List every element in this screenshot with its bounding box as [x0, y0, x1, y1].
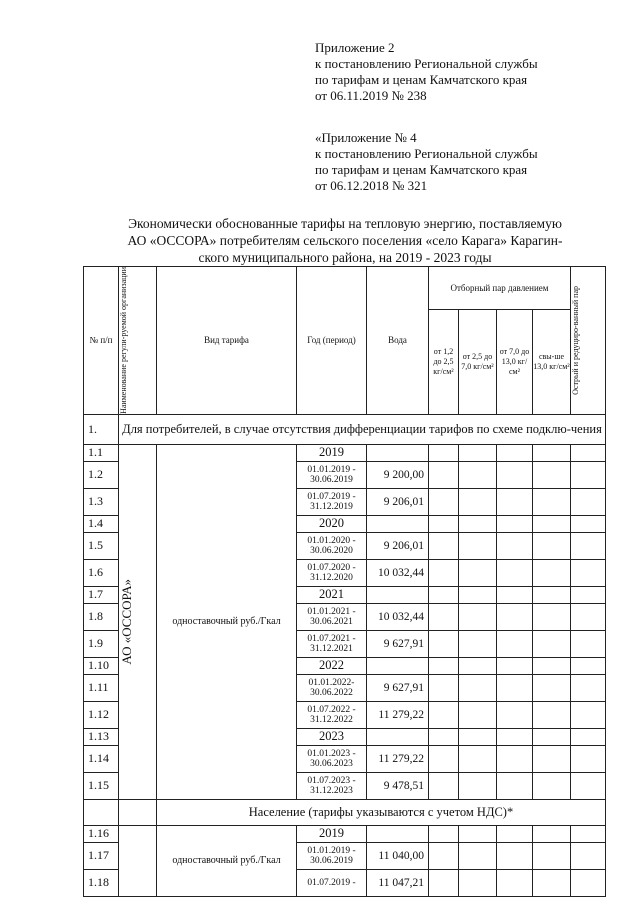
row-num: 1.13: [84, 728, 119, 745]
period-cell: 01.07.2019 -: [297, 869, 367, 896]
empty-cell: [571, 701, 606, 728]
empty-cell: [497, 532, 533, 559]
empty-cell: [497, 630, 533, 657]
empty-cell: [459, 603, 497, 630]
empty-cell: [497, 461, 533, 488]
empty-cell: [429, 488, 459, 515]
empty-cell: [533, 674, 571, 701]
table-row: [84, 444, 606, 461]
empty-cell: [459, 488, 497, 515]
row-num: 1.11: [84, 674, 119, 701]
empty-cell: [571, 842, 606, 869]
water-value: 11 279,22: [367, 745, 429, 772]
header-num: № п/п: [84, 267, 119, 415]
row-num: 1.12: [84, 701, 119, 728]
period-cell: 01.01.2019 - 30.06.2019: [297, 461, 367, 488]
header-sharp-steam-text: Острый и редуциро-ванный пар: [571, 286, 580, 395]
empty-cell: [533, 532, 571, 559]
period-cell: 01.07.2021 - 31.12.2021: [297, 630, 367, 657]
empty-cell: [533, 515, 571, 532]
empty-cell: [533, 657, 571, 674]
empty-cell: [497, 559, 533, 586]
tariff-table-body: [84, 267, 606, 897]
header-pressure-2: от 2,5 до 7,0 кг/см²: [459, 310, 497, 415]
tariff-type-2: одноставочный руб./Гкал: [157, 825, 297, 896]
empty-cell: [429, 745, 459, 772]
row-num: 1.3: [84, 488, 119, 515]
empty-cell: [429, 657, 459, 674]
empty-cell: [497, 657, 533, 674]
header-water: Вода: [367, 267, 429, 415]
empty-cell: [459, 444, 497, 461]
empty-cell: [571, 461, 606, 488]
empty-cell: [571, 532, 606, 559]
year-label: 2022: [297, 657, 367, 674]
row-num: 1.5: [84, 532, 119, 559]
empty-cell: [533, 630, 571, 657]
appendix-2-header: [315, 40, 538, 104]
empty-cell: [571, 488, 606, 515]
empty-cell: [533, 745, 571, 772]
empty-cell: [533, 603, 571, 630]
water-value: 9 478,51: [367, 772, 429, 799]
empty-cell: [429, 444, 459, 461]
empty-cell: [459, 674, 497, 701]
water-value: 10 032,44: [367, 559, 429, 586]
period-cell: 01.01.2019 - 30.06.2019: [297, 842, 367, 869]
empty-cell: [497, 701, 533, 728]
year-label: 2023: [297, 728, 367, 745]
empty-cell: [497, 745, 533, 772]
empty-cell: [459, 869, 497, 896]
row-num: 1.9: [84, 630, 119, 657]
empty-cell: [429, 701, 459, 728]
row-num: 1.2: [84, 461, 119, 488]
water-value: 9 206,01: [367, 532, 429, 559]
empty-cell: [497, 488, 533, 515]
empty-cell: [459, 586, 497, 603]
row-num: 1.17: [84, 842, 119, 869]
empty-cell: [459, 842, 497, 869]
empty-cell: [533, 825, 571, 842]
period-cell: 01.07.2022 - 31.12.2022: [297, 701, 367, 728]
empty-cell: [533, 586, 571, 603]
empty-cell: [533, 701, 571, 728]
empty-cell: [571, 674, 606, 701]
empty-cell: [571, 586, 606, 603]
empty-cell: [571, 444, 606, 461]
header-pressure-4: свы-ше 13,0 кг/см²: [533, 310, 571, 415]
empty-cell: [459, 825, 497, 842]
empty-cell: [429, 586, 459, 603]
empty-cell: [429, 515, 459, 532]
appendix-4-line-4: от 06.12.2018 № 321: [315, 178, 428, 193]
appendix-2-line-1: Приложение 2: [315, 40, 395, 55]
period-cell: 01.01.2020 - 30.06.2020: [297, 532, 367, 559]
header-org-text: Наименование регули-руемой организации: [119, 267, 128, 414]
empty-cell: [367, 657, 429, 674]
year-label: 2021: [297, 586, 367, 603]
empty-cell: [571, 603, 606, 630]
empty-cell: [429, 825, 459, 842]
water-value: 9 206,01: [367, 488, 429, 515]
row-num: 1.8: [84, 603, 119, 630]
empty-cell: [367, 515, 429, 532]
empty-cell: [571, 559, 606, 586]
empty-cell: [459, 559, 497, 586]
org-name-cell-2: [119, 825, 157, 896]
header-steam-group: Отборный пар давлением: [429, 267, 571, 310]
empty-cell: [533, 842, 571, 869]
document-title: [80, 215, 610, 266]
empty-cell: [571, 515, 606, 532]
empty-cell: [497, 842, 533, 869]
row-num: 1.14: [84, 745, 119, 772]
empty-cell: [429, 869, 459, 896]
row-num: 1.1: [84, 444, 119, 461]
empty-cell: [533, 461, 571, 488]
row-num: 1.4: [84, 515, 119, 532]
header-pressure-1: от 1,2 до 2,5 кг/см²: [429, 310, 459, 415]
empty-cell: [459, 728, 497, 745]
empty-cell: [429, 674, 459, 701]
section-1-num: 1.: [84, 414, 119, 444]
empty-cell: [571, 869, 606, 896]
appendix-4-line-1: «Приложение № 4: [315, 130, 417, 145]
empty-cell: [459, 630, 497, 657]
empty-cell: [497, 728, 533, 745]
row-num: 1.16: [84, 825, 119, 842]
appendix-4-line-2: к постановлению Региональной службы: [315, 146, 538, 161]
empty-cell: [497, 825, 533, 842]
period-cell: 01.01.2023 - 30.06.2023: [297, 745, 367, 772]
empty-cell: [497, 772, 533, 799]
year-label: 2019: [297, 825, 367, 842]
empty-cell: [497, 586, 533, 603]
water-value: 11 047,21: [367, 869, 429, 896]
empty-cell: [533, 559, 571, 586]
org-name-cell: [119, 444, 157, 799]
row-num: 1.6: [84, 559, 119, 586]
empty-cell: [459, 657, 497, 674]
appendix-2-line-2: к постановлению Региональной службы: [315, 56, 538, 71]
empty-cell: [429, 559, 459, 586]
section-1-text: Для потребителей, в случае отсутствия дифференциации тарифов по схеме подклю-чения: [119, 414, 606, 444]
row-num: 1.15: [84, 772, 119, 799]
period-cell: 01.01.2021 - 30.06.2021: [297, 603, 367, 630]
header-year: Год (период): [297, 267, 367, 415]
appendix-2-line-3: по тарифам и ценам Камчатского края: [315, 72, 528, 87]
empty-cell: [429, 842, 459, 869]
appendix-2-line-4: от 06.11.2019 № 238: [315, 88, 427, 103]
empty-cell: [571, 728, 606, 745]
water-value: 10 032,44: [367, 603, 429, 630]
empty-cell: [571, 772, 606, 799]
section-2-org-empty: [119, 799, 157, 825]
section-2-row: [84, 799, 606, 825]
water-value: 11 279,22: [367, 701, 429, 728]
empty-cell: [533, 728, 571, 745]
title-line-3: ского муниципального района, на 2019 - 2023 годы: [198, 250, 492, 265]
empty-cell: [533, 869, 571, 896]
period-cell: 01.07.2023 - 31.12.2023: [297, 772, 367, 799]
empty-cell: [571, 630, 606, 657]
empty-cell: [459, 701, 497, 728]
header-tariff-type: Вид тарифа: [157, 267, 297, 415]
title-line-1: Экономически обоснованные тарифы на тепловую энергию, поставляемую: [128, 216, 562, 231]
period-cell: 01.01.2022- 30.06.2022: [297, 674, 367, 701]
header-pressure-3: от 7,0 до 13,0 кг/см²: [497, 310, 533, 415]
empty-cell: [497, 444, 533, 461]
header-sharp-steam: [571, 267, 606, 415]
empty-cell: [533, 772, 571, 799]
period-cell: 01.07.2020 - 31.12.2020: [297, 559, 367, 586]
appendix-4-header: [315, 130, 538, 194]
title-line-2: АО «ОССОРА» потребителям сельского поселения «село Карага» Карагин-: [127, 233, 563, 248]
year-label: 2020: [297, 515, 367, 532]
empty-cell: [497, 869, 533, 896]
table-row: [84, 825, 606, 842]
empty-cell: [533, 488, 571, 515]
tariff-table: [83, 266, 606, 897]
empty-cell: [459, 772, 497, 799]
empty-cell: [367, 825, 429, 842]
row-num: 1.18: [84, 869, 119, 896]
empty-cell: [429, 630, 459, 657]
appendix-4-line-3: по тарифам и ценам Камчатского края: [315, 162, 528, 177]
empty-cell: [571, 745, 606, 772]
empty-cell: [459, 745, 497, 772]
period-cell: 01.07.2019 - 31.12.2019: [297, 488, 367, 515]
row-num: 1.10: [84, 657, 119, 674]
water-value: 9 200,00: [367, 461, 429, 488]
water-value: 9 627,91: [367, 674, 429, 701]
section-2-num-empty: [84, 799, 119, 825]
empty-cell: [429, 728, 459, 745]
empty-cell: [497, 515, 533, 532]
empty-cell: [533, 444, 571, 461]
empty-cell: [571, 657, 606, 674]
year-label: 2019: [297, 444, 367, 461]
empty-cell: [429, 461, 459, 488]
empty-cell: [497, 674, 533, 701]
header-row-1: [84, 267, 606, 310]
section-1-row: [84, 414, 606, 444]
empty-cell: [429, 532, 459, 559]
empty-cell: [459, 532, 497, 559]
empty-cell: [459, 515, 497, 532]
header-org: [119, 267, 157, 415]
empty-cell: [497, 603, 533, 630]
empty-cell: [571, 825, 606, 842]
tariff-type-1: одноставочный руб./Гкал: [157, 444, 297, 799]
org-name: АО «ОССОРА»: [119, 579, 134, 665]
row-num: 1.7: [84, 586, 119, 603]
empty-cell: [367, 728, 429, 745]
section-2-text: Население (тарифы указываются с учетом НДС)*: [157, 799, 606, 825]
empty-cell: [429, 772, 459, 799]
water-value: 11 040,00: [367, 842, 429, 869]
empty-cell: [459, 461, 497, 488]
water-value: 9 627,91: [367, 630, 429, 657]
empty-cell: [429, 603, 459, 630]
empty-cell: [367, 444, 429, 461]
empty-cell: [367, 586, 429, 603]
